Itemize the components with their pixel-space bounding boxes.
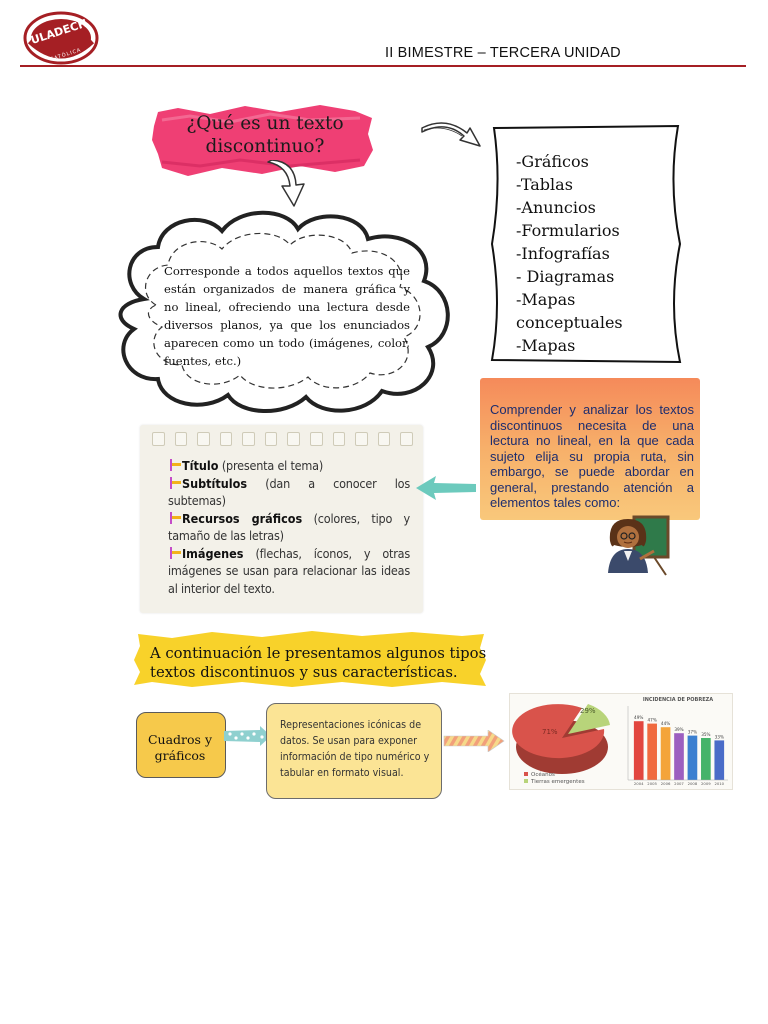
element-term: Subtítulos [182, 475, 248, 491]
legend-tierras: Tierras emergentes [531, 779, 585, 785]
question-line-1: ¿Qué es un texto [186, 113, 344, 134]
bar-category-label: 2006 [660, 781, 671, 786]
bullet-icon [168, 459, 182, 471]
bar-category-label: 2009 [701, 781, 711, 786]
cuadros-description: Representaciones icónicas de datos. Se usan para exponer información de tipo numérico y tabular en formato visual. [280, 719, 430, 779]
list-item: -Mapas [516, 336, 576, 355]
bar-value-label: 37% [687, 729, 698, 735]
list-item: -Infografías [516, 244, 610, 263]
element-desc: (flechas, íconos, y otras imágenes se usan para relacionar las ideas al interior del texto. [168, 545, 410, 596]
arrow-to-list-icon [420, 122, 482, 158]
question-title [160, 112, 370, 158]
cuadros-title: Cuadros y gráficos [147, 732, 213, 763]
bar-value-label: 47% [647, 717, 657, 723]
element-desc: (colores, tipo y tamaño de las letras) [168, 510, 410, 543]
list-item: - Diagramas [516, 267, 615, 286]
comprehension-text: Comprender y analizar los textos discontinuos necesita de una lectura no lineal, en la que cada sujeto elija su propia ruta, sin embargo, se puede abordar en general, prestando atención a elementos tales como: [490, 402, 694, 510]
logo-text: ULADECH [29, 16, 89, 48]
legend-swatch [524, 772, 528, 776]
list-item [168, 475, 410, 510]
bar-2009 [701, 738, 711, 780]
types-list [516, 150, 676, 357]
arrow-to-cloud-icon [262, 160, 310, 210]
list-item [168, 510, 410, 545]
poverty-chart [509, 693, 733, 790]
bar-category-label: 2007 [674, 781, 684, 786]
bar-value-label: 44% [660, 721, 671, 727]
bullet-icon [168, 512, 182, 524]
list-item: -Anuncios [516, 198, 596, 217]
bar-chart-title: INCIDENCIA DE POBREZA [642, 697, 714, 703]
pie-label-tierras: 29% [580, 707, 596, 715]
bars [634, 715, 725, 786]
header-title: II BIMESTRE – TERCERA UNIDAD [385, 45, 621, 61]
bar-value-label: 35% [701, 732, 711, 737]
bar-value-label: 49% [634, 715, 644, 721]
element-desc: (presenta el tema) [218, 458, 324, 473]
bullet-icon [168, 547, 182, 559]
logo-subtext: CATÓLICA [49, 47, 83, 63]
element-desc: (dan a conocer los subtemas) [168, 475, 410, 508]
bar-category-label: 2008 [687, 781, 698, 786]
bar-category-label: 2005 [647, 781, 657, 786]
legend-oceanos: Océanos [531, 772, 555, 778]
element-term: Recursos gráficos [182, 510, 303, 526]
element-term: Título [182, 458, 219, 473]
bar-value-label: 33% [714, 734, 724, 740]
list-item [168, 457, 410, 475]
header-divider [20, 65, 746, 67]
bar-category-label: 2004 [633, 781, 644, 786]
definition-text: Corresponde a todos aquellos textos que están organizados de manera gráfica y no lineal, ofreciendo una lectura desde diversos planos, ya que los enunciados aparecen como un todo (imágenes, color, fuentes, etc.) [164, 264, 410, 368]
teacher-icon [604, 515, 670, 577]
bar-2006 [661, 727, 671, 780]
bar-2005 [647, 724, 657, 780]
intro-banner-text: A continuación le presentamos algunos tipos textos discontinuos y sus características. [150, 645, 487, 681]
list-item: -Gráficos [516, 152, 589, 171]
dotted-arrow-icon [222, 726, 272, 746]
bar-2007 [674, 733, 684, 780]
notepad-binding [152, 432, 413, 444]
list-item: -Formularios [516, 221, 620, 240]
bullet-icon [168, 477, 182, 489]
bar-chart [628, 697, 728, 786]
bar-value-label: 39% [674, 727, 684, 733]
uladech-logo [22, 10, 100, 66]
pie-chart [512, 704, 610, 785]
legend-swatch [524, 779, 528, 783]
list-item: -Tablas [516, 175, 573, 194]
elements-list [168, 457, 410, 597]
pie-label-oceanos: 71% [542, 728, 558, 736]
bar-2004 [634, 721, 644, 780]
teal-arrow-left-icon [414, 474, 478, 502]
bar-category-label: 2010 [714, 781, 725, 786]
list-item: -Mapas conceptuales [516, 290, 623, 332]
list-item [168, 545, 410, 598]
question-line-2: discontinuo? [205, 136, 325, 157]
striped-arrow-icon [442, 730, 506, 752]
bar-2008 [688, 736, 698, 780]
element-term: Imágenes [182, 545, 244, 561]
bar-2010 [714, 740, 724, 780]
